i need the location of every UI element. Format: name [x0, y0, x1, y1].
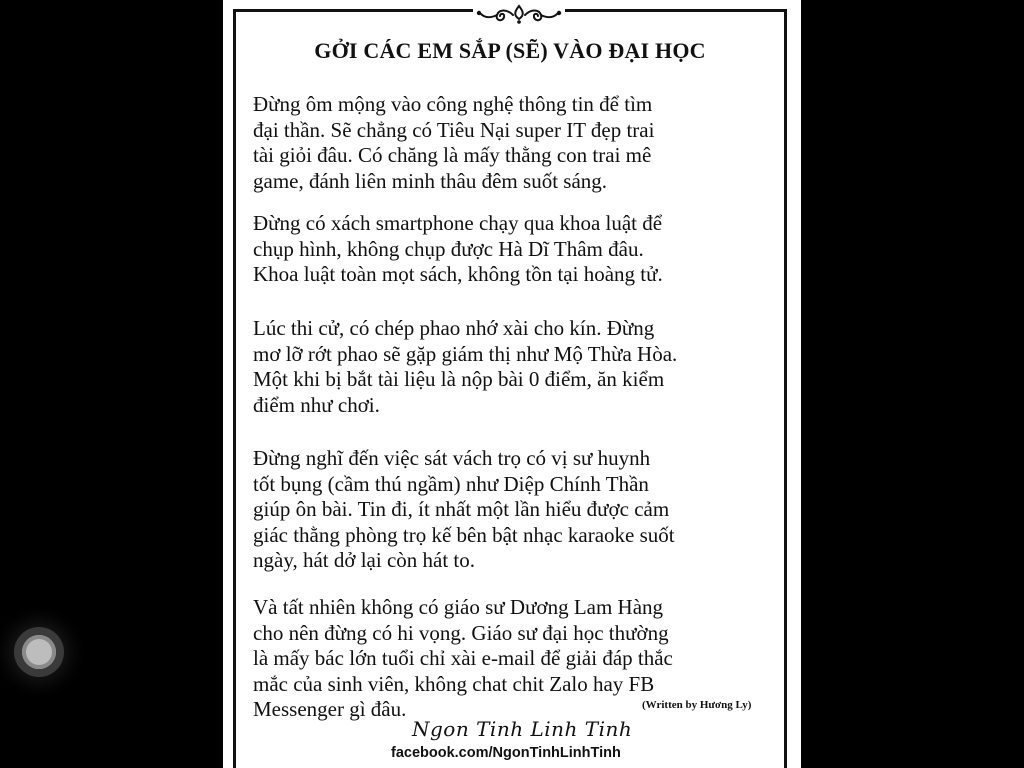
- home-button-inner: [22, 635, 56, 669]
- paragraph: Đừng nghĩ đến việc sát vách trọ có vị sư huynh tốt bụng (cầm thú ngầm) như Diệp Chính Thần giúp ôn bài. Tin đi, ít nhất một lần hiểu được cảm giác thằng phòng trọ kế bên bật nhạc karaoke suốt ngày, hát dở lại còn hát to.: [253, 446, 675, 572]
- home-button-icon[interactable]: [14, 627, 64, 677]
- paragraph: Lúc thi cử, có chép phao nhớ xài cho kín. Đừng mơ lỡ rớt phao sẽ gặp giám thị như Mộ Thừa Hòa. Một khi bị bắt tài liệu là nộp bài 0 điểm, ăn kiểm điểm như chơi.: [253, 316, 678, 417]
- author-credit: (Written by Hương Ly): [642, 699, 752, 711]
- paragraph: Đừng ôm mộng vào công nghệ thông tin để tìm đại thần. Sẽ chẳng có Tiêu Nại super IT đẹp trai tài giỏi đâu. Có chăng là mấy thằng con trai mê game, đánh liên minh thâu đêm suốt sáng.: [253, 92, 655, 193]
- paragraph: Đừng có xách smartphone chạy qua khoa luật để chụp hình, không chụp được Hà Dĩ Thâm đâu. Khoa luật toàn mọt sách, không tồn tại hoàng tử.: [253, 211, 663, 286]
- page-title: GỞI CÁC EM SẮP (SẼ) VÀO ĐẠI HỌC: [314, 38, 706, 63]
- page-signature: Ngon Tinh Linh Tinh: [412, 717, 633, 741]
- scroll-ornament-icon: [473, 3, 565, 25]
- page-border: [233, 9, 787, 768]
- paragraph: Và tất nhiên không có giáo sư Dương Lam Hàng cho nên đừng có hi vọng. Giáo sư đại học thường là mấy bác lớn tuổi chỉ xài e-mail để giải đáp thắc mắc của sinh viên, không chat chit Zalo hay FB Messenger gì đâu.: [253, 595, 673, 721]
- facebook-url: facebook.com/NgonTinhLinhTinh: [388, 745, 624, 761]
- document-page: [223, 0, 801, 768]
